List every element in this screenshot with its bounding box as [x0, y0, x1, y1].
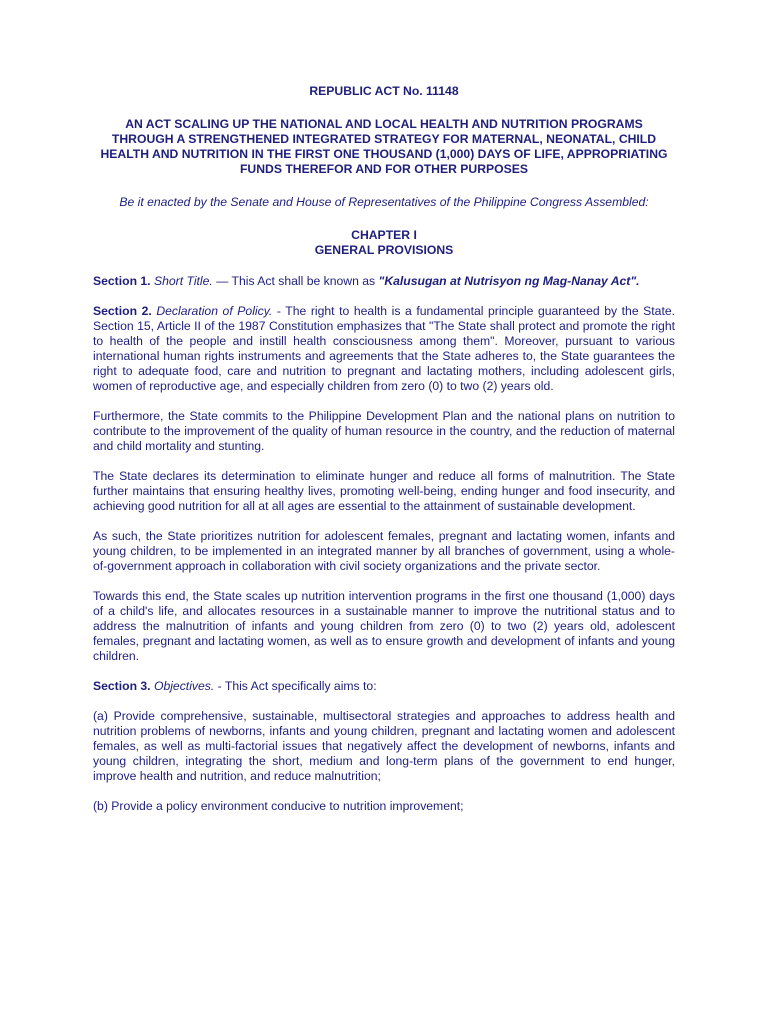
section-3-heading: Objectives.	[153, 679, 215, 693]
document-page	[93, 84, 675, 829]
section-1	[93, 274, 675, 289]
chapter-number: CHAPTER I	[351, 228, 417, 242]
act-title: AN ACT SCALING UP THE NATIONAL AND LOCAL HEALTH AND NUTRITION PROGRAMS THROUGH A STRENGTHENED INTEGRATED STRATEGY FOR MATERNAL, NEONATAL, CHILD HEALTH AND NUTRITION IN THE FIRST ONE THOUSAND (1,000) DAYS OF LIFE, APPROPRIATING FUNDS THEREFOR AND FOR OTHER PURPOSES	[100, 117, 668, 176]
section-2-paragraph: The State declares its determination to eliminate hunger and reduce all forms of malnutrition. The State further maintains that ensuring healthy lives, promoting well-being, ending hunger and food insecurity, and achieving good nutrition for all at all ages are essential to the attainment of sustainable development.	[93, 469, 675, 513]
section-2-paragraph: Towards this end, the State scales up nutrition intervention programs in the first one thousand (1,000) days of a child's life, and allocates resources in a sustainable manner to improve the nutritional status and to address the malnutrition of infants and young children from zero (0) to two (2) years old, adolescent females, pregnant and lactating women, as well as to ensure growth and development of infants and young children.	[93, 589, 675, 663]
chapter-heading	[93, 228, 675, 258]
section-3-label: Section 3.	[93, 679, 151, 693]
act-number: REPUBLIC ACT No. 11148	[309, 84, 459, 98]
chapter-name: GENERAL PROVISIONS	[314, 243, 454, 257]
section-3-item: (a) Provide comprehensive, sustainable, multisectoral strategies and approaches to address health and nutrition problems of newborns, infants and young children, pregnant and lactating women and adolescent females, as well as multi-factorial issues that negatively affect the development of newborns, infants and young children, integrating the short, medium and long-term plans of the government to end hunger, improve health and nutrition, and reduce malnutrition;	[93, 709, 675, 783]
section-2-heading: Declaration of Policy.	[156, 304, 273, 318]
section-2-paragraph: Furthermore, the State commits to the Philippine Development Plan and the national plans on nutrition to contribute to the improvement of the quality of human resource in the country, and the reduction of maternal and child mortality and stunting.	[93, 409, 675, 453]
section-3-item: (b) Provide a policy environment conducive to nutrition improvement;	[93, 799, 464, 813]
section-2-text: - The right to health is a fundamental principle guaranteed by the State. Section 15, Article II of the 1987 Constitution emphasizes that "The State shall protect and promote the right to health of the people and instill health consciousness among them". Moreover, pursuant to various international human rights instruments and agreements that the State adheres to, the State guarantees the right to adequate food, care and nutrition to pregnant and lactating mothers, including adolescent girls, women of reproductive age, and especially children from zero (0) to two (2) years old.	[93, 304, 676, 393]
section-1-label: Section 1.	[93, 274, 151, 288]
section-2-paragraph: As such, the State prioritizes nutrition for adolescent females, pregnant and lactating women, infants and young children, to be implemented in an integrated manner by all branches of government, using a whole-of-government approach in collaboration with civil society organizations and the private sector.	[93, 529, 675, 573]
section-1-heading: Short Title.	[153, 274, 213, 288]
section-1-text: — This Act shall be known as	[212, 274, 379, 288]
section-1-short-title: "Kalusugan at Nutrisyon ng Mag-Nanay Act".	[378, 274, 640, 288]
section-3-text: - This Act specifically aims to:	[214, 679, 377, 693]
section-3	[93, 679, 675, 694]
enacting-clause: Be it enacted by the Senate and House of Representatives of the Philippine Congress Assembled:	[119, 195, 649, 209]
section-2-label: Section 2.	[93, 304, 152, 318]
section-2-paragraph	[93, 304, 675, 394]
